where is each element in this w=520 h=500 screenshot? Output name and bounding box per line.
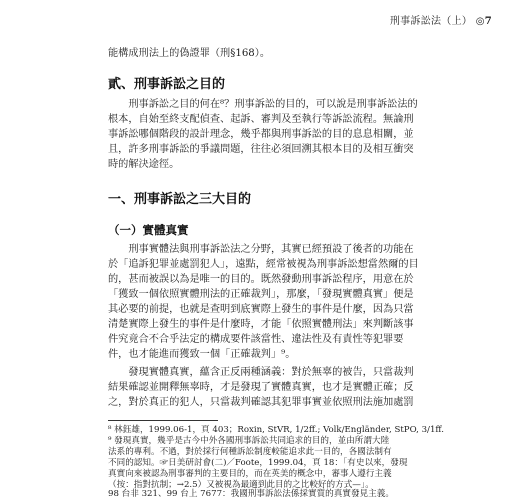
footnote-line: 真實向來被認為刑事審判的主要目的，而在英美的概念中，審事人遵行主義 bbox=[108, 469, 392, 479]
intro-line: 根本，自始至終支配偵查、起訴、審判及至執行等訴訟流程。無論刑 bbox=[108, 114, 414, 125]
paragraph-line: 件，也才能進而獲致一個「正確裁判」⁹。 bbox=[108, 349, 296, 360]
intro-line: 且，許多刑事訴訟的爭議問題，往往必須回溯其根本目的及相互衝突 bbox=[108, 144, 414, 155]
paragraph-line: 發現實體真實，蘊含正反兩種涵義：對於無辜的被告，只當裁判 bbox=[108, 367, 414, 378]
footnote-line: 法系的專利。不過，對於採行何種訴訟制度較能追求此一目的，各國法制有 bbox=[108, 447, 392, 457]
paragraph-line: 之，對於真正的犯人，只當裁判確認其犯罪事實並依照刑法施加處罰 bbox=[108, 397, 414, 408]
footnote-line: 98 台非 321、99 台上 7677：我國刑事訴訟法係採實質的真實發見主義。 bbox=[108, 489, 394, 499]
page-number: ◎7 bbox=[475, 16, 492, 27]
paragraph-line: 「獲致一個依照實體刑法的正確裁判」，那麼，「發現實體真實」便是 bbox=[108, 289, 414, 300]
intro-line: 刑事訴訟之目的何在⁸？刑事訴訟的目的，可以說是刑事訴訟法的 bbox=[108, 99, 418, 110]
intro-line: 事訴訟哪個階段的設計理念，幾乎都與刑事訴訟的目的息息相關，並 bbox=[108, 129, 414, 140]
section-heading: 貳、刑事訴訟之目的 bbox=[108, 77, 226, 92]
paragraph-line: 結果確認並開釋無辜時，才是發現了實體真實，也才是實體正確；反 bbox=[108, 382, 414, 393]
paragraph-line: 於「追訴犯罪並處罰犯人」，遠點，經常被視為刑事訴訟想當然爾的目 bbox=[108, 259, 419, 270]
paragraph-line: 其必要的前提，也就是查明到底實際上發生的事件是什麼，因為只當 bbox=[108, 304, 414, 315]
subsection-heading: 一、刑事訴訟之三大目的 bbox=[108, 192, 252, 207]
opening-line: 能構成刑法上的偽證罪（刑§168）。 bbox=[108, 48, 271, 59]
running-header bbox=[390, 12, 492, 27]
footnote-line: （按：指對抗制；→2.5）又被視為最適到此目的之比較好的方式—」。 bbox=[108, 480, 374, 490]
footnote-line: 不同的認知。☞日美研討會(二)／Foote，1999.04，頁 18：「有史以來，發現 bbox=[108, 458, 408, 468]
intro-line: 時的解決途徑。 bbox=[108, 159, 180, 170]
paragraph-line: 清楚實際上發生的事件是什麼時，才能「依照實體刑法」來判斷該事 bbox=[108, 319, 414, 330]
paragraph-line: 件究竟合不合乎法定的構成要件該當性、違法性及有責性等犯罪要 bbox=[108, 334, 404, 345]
paragraph-line: 的，甚而被誤以為是唯一的目的。既然發動刑事訴訟程序，用意在於 bbox=[108, 274, 414, 285]
footnote-separator bbox=[108, 420, 218, 421]
paragraph-line: 刑事實體法與刑事訴訟法之分野，其實已經預設了後者的功能在 bbox=[108, 244, 414, 255]
footnote-line: ⁸ 林鈺雄，1999.06-1，頁 403；Roxin, StVR, 1/2ff.; Volk/Engländer, StPO, 3/1ff. bbox=[108, 425, 444, 435]
running-header-title: 刑事訴訟法（上） bbox=[389, 16, 473, 27]
subsubsection-heading: （一）實體真實 bbox=[108, 223, 189, 237]
footnote-line: ⁹ 發現真實，幾乎是古今中外各國刑事訴訟共同追求的目的，並由所謂大陸 bbox=[108, 436, 390, 446]
